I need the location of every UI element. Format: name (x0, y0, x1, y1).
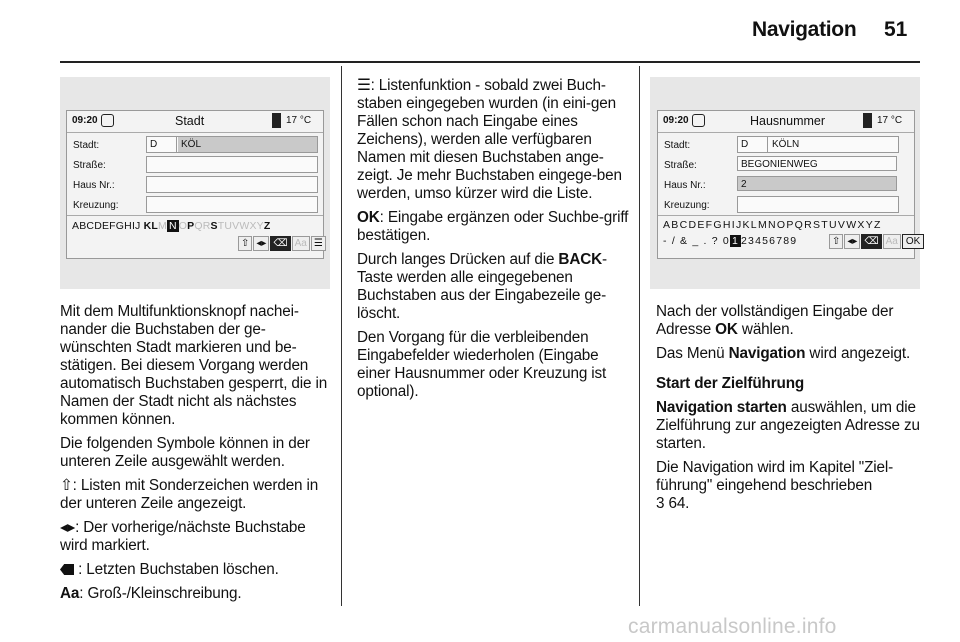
shift-symbol: ⇧ (60, 477, 73, 494)
screenshot-house-number (650, 77, 920, 289)
kb-letters-tuvwxy: TUVWXY (217, 220, 264, 232)
arrows-symbol: ◂▸ (60, 519, 76, 536)
delete-icon-2: ⌫ (861, 234, 881, 249)
menu-text-a: Das Menü (656, 345, 729, 362)
paragraph-arrows (60, 519, 332, 555)
menu-key: Navigation (728, 345, 806, 362)
city-field-2 (737, 136, 899, 153)
reference-arrow-icon: 3 (656, 495, 665, 512)
paragraph-confirm (656, 303, 924, 339)
street-field-2: BEGONIENWEG (737, 156, 897, 171)
keyboard-separator-2 (658, 215, 914, 216)
paragraph-list (357, 77, 629, 203)
thermometer-icon-2 (863, 113, 872, 128)
paragraph-ok (357, 209, 629, 245)
reference-page: 64. (664, 495, 690, 512)
list-icon: ☰ (311, 236, 326, 251)
ok-key: OK (357, 209, 380, 226)
clock-icon (101, 114, 114, 127)
display-screen (66, 110, 324, 259)
case-toggle-2: Aa (883, 234, 901, 249)
house-field-2: 2 (737, 176, 897, 191)
list-description: : Listenfunktion - sobald zwei Buch-staben eingegeben wurden (in eini-gen Fällen schon nach Eingabe eines Zeichens), werden alle verfügbaren Namen mit diesen Buchstaben ange-zeigt. Je mehr Buchstaben eingege-ben werden, umso kürzer wird die Liste. (357, 77, 622, 202)
start-key: Navigation starten (656, 399, 787, 416)
confirm-text-b: wählen. (737, 321, 794, 338)
delete-symbol-icon (60, 564, 74, 575)
country-prefix: D (147, 137, 177, 152)
paragraph-reference (656, 459, 924, 513)
kb-letters-kl: KL (143, 220, 159, 232)
field-label-street: Straße: (73, 160, 106, 171)
field-label-crossing-2: Kreuzung: (664, 200, 710, 211)
arrows-icon: ◂▸ (253, 236, 269, 251)
field-label-crossing: Kreuzung: (73, 200, 119, 211)
section-heading (656, 375, 924, 393)
temperature: 17 °C (286, 115, 312, 126)
case-description: : Groß-/Kleinschreibung. (79, 585, 242, 602)
status-bar (67, 111, 323, 133)
letter-keyboard (72, 220, 271, 232)
city-value: KÖL (178, 137, 317, 152)
display-screen-2 (657, 110, 921, 259)
thermometer-icon (272, 113, 281, 128)
page-number: 51 (884, 18, 908, 41)
delete-icon: ⌫ (270, 236, 290, 251)
shift-icon-2: ⇧ (829, 234, 843, 249)
symbol-keyboard (663, 235, 797, 247)
confirm-text-a: Nach der vollständigen Eingabe der Adresse (656, 303, 894, 338)
street-field (146, 156, 318, 173)
case-symbol: Aa (60, 585, 80, 602)
paragraph-symbols: Die folgenden Symbole können in der unteren Zeile ausgewählt werden. (60, 435, 310, 470)
arrows-icon-2: ◂▸ (844, 234, 860, 249)
delete-description: : Letzten Buchstaben löschen. (74, 561, 279, 578)
back-text-b: -Taste werden alle eingegebenen Buchstaben aus der Eingabezeile ge-löscht. (357, 251, 607, 322)
paragraph-shift (60, 477, 332, 513)
clock-time: 09:20 (72, 115, 98, 126)
kb-selected-digit: 1 (731, 235, 740, 247)
kb-letters-a (72, 220, 141, 232)
watermark: carmanualsonline.info (628, 615, 837, 638)
paragraph-repeat: Den Vorgang für die verbleibenden Eingabefelder wiederholen (Eingabe einer Hausnummer oder Kreuzung ist optional). (357, 329, 607, 400)
paragraph-start (656, 399, 924, 453)
kb-selected-letter: N (169, 220, 177, 232)
case-toggle: Aa (292, 236, 310, 251)
temperature-2: 17 °C (877, 115, 903, 126)
paragraph-delete (60, 561, 332, 579)
confirm-ok-key: OK (715, 321, 738, 338)
kb-letter-p: P (187, 220, 195, 232)
keyboard-tools (237, 236, 326, 251)
paragraph-back (357, 251, 629, 323)
house-field (146, 176, 318, 193)
field-label-city-2: Stadt: (664, 140, 691, 151)
crossing-field-2 (737, 196, 899, 213)
column-3-text (656, 303, 924, 519)
keyboard-separator (67, 215, 323, 216)
paragraph-case (60, 585, 332, 603)
ok-button-icon: OK (902, 234, 924, 249)
country-prefix-2: D (738, 137, 768, 152)
heading-text: Start der Zielführung (656, 375, 805, 392)
paragraph-menu (656, 345, 924, 363)
city-value-2: KÖLN (772, 139, 800, 150)
ok-description: : Eingabe ergänzen oder Suchbe-griff bestätigen. (357, 209, 629, 244)
arrows-description: : Der vorherige/nächste Buchstabe wird markiert. (60, 519, 306, 554)
list-symbol-icon: ☰ (357, 77, 371, 94)
column-divider-2 (639, 66, 640, 606)
field-label-house-2: Haus Nr.: (664, 180, 706, 191)
menu-text-b: wird angezeigt. (805, 345, 911, 362)
column-1-text (60, 303, 332, 609)
city-field (146, 136, 318, 153)
header-rule (60, 61, 920, 63)
clock-icon-2 (692, 114, 705, 127)
kb-letter-z: Z (263, 220, 271, 232)
reference-text: Die Navigation wird im Kapitel "Ziel-führung" eingehend beschrieben (656, 459, 894, 494)
field-label-city: Stadt: (73, 140, 100, 151)
screenshot-city-entry (60, 77, 330, 289)
keyboard-tools-2 (828, 234, 924, 249)
paragraph-intro: Mit dem Multifunktionsknopf nachei-nander die Buchstaben der ge-wünschten Stadt markieren und be-stätigen. Bei diesem Vorgang werden automatisch Buchstaben gesperrt, die in Namen der Stadt nicht als nächstes kommen können. (60, 303, 328, 428)
crossing-field (146, 196, 318, 213)
column-divider-1 (341, 66, 342, 606)
back-key: BACK (558, 251, 603, 268)
field-label-street-2: Straße: (664, 160, 697, 171)
shift-icon: ⇧ (238, 236, 252, 251)
kb-letters-qr: QR (194, 220, 211, 232)
page-title: Navigation (752, 18, 857, 41)
screen-title: Stadt (175, 114, 205, 128)
shift-description: : Listen mit Sonderzeichen werden in der unteren Zeile angezeigt. (60, 477, 319, 512)
kb-digits: 23456789 (741, 235, 798, 247)
column-2-text (357, 77, 629, 407)
field-label-house: Haus Nr.: (73, 180, 115, 191)
kb-letter-m: M (158, 220, 167, 232)
kb-letter-o: O (178, 220, 188, 232)
clock-time-2: 09:20 (663, 115, 689, 126)
kb-symbols: - / & _ . ? 0 (663, 235, 730, 247)
start-description: auswählen, um die Zielführung zur angezeigten Adresse zu starten. (656, 399, 920, 452)
kb-letter-s: S (210, 220, 218, 232)
kb-letter-a: ABCDEFGHIJ (72, 220, 141, 232)
back-text-a: Durch langes Drücken auf die (357, 251, 559, 268)
letter-keyboard-2: ABCDEFGHIJKLMNOPQRSTUVWXYZ (663, 219, 882, 231)
status-bar-2 (658, 111, 914, 133)
screen-title-2: Hausnummer (750, 114, 826, 128)
